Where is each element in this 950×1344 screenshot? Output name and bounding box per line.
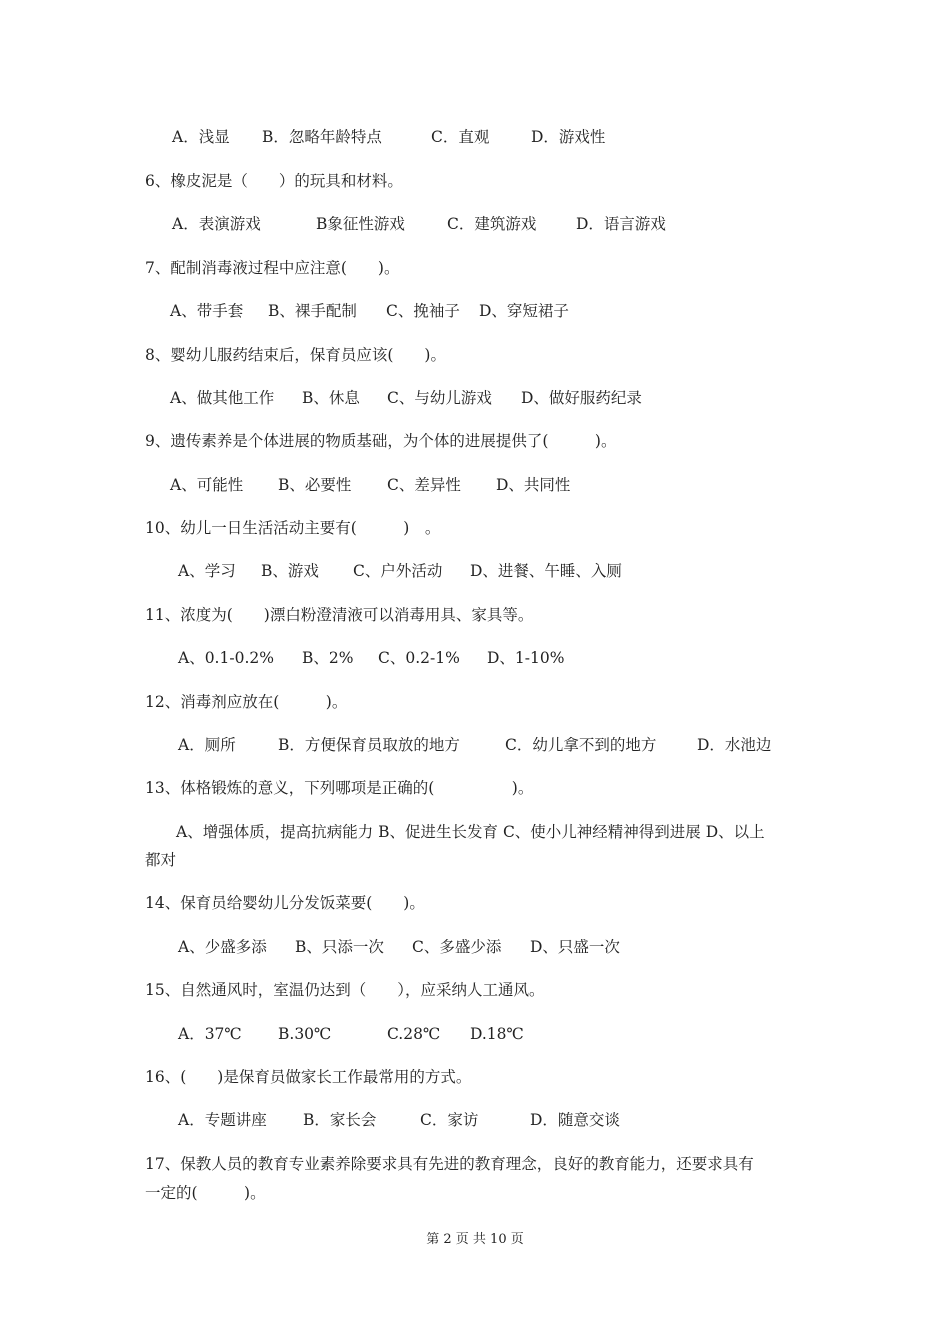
- question-8: 8、婴幼儿服药结束后，保育员应该( )。: [145, 346, 446, 364]
- option-b: B、休息: [302, 389, 360, 407]
- option-a: A．专题讲座: [178, 1111, 267, 1129]
- option-b: B、必要性: [278, 476, 352, 494]
- question-6: 6、橡皮泥是（ ）的玩具和材料。: [145, 172, 403, 190]
- option-a: A、0.1-0.2%: [178, 649, 274, 667]
- option-d: D．语言游戏: [576, 215, 666, 233]
- option-c: C、与幼儿游戏: [387, 389, 492, 407]
- option-a: A、可能性: [170, 476, 244, 494]
- question-13: 13、体格锻炼的意义，下列哪项是正确的( )。: [145, 779, 534, 797]
- option-d: D．水池边: [697, 736, 772, 754]
- option-d: D、1-10%: [487, 649, 565, 667]
- question-9: 9、遗传素养是个体进展的物质基础，为个体的进展提供了( )。: [145, 432, 617, 450]
- option-c: C．直观: [431, 128, 490, 146]
- option-c: C、多盛少添: [412, 938, 502, 956]
- option-c: C、0.2-1%: [378, 649, 460, 667]
- option-a: A．浅显: [172, 128, 230, 146]
- option-b: B．家长会: [303, 1111, 377, 1129]
- option-b: B、2%: [302, 649, 354, 667]
- option-c: C．建筑游戏: [447, 215, 537, 233]
- options-text-continued: 都对: [145, 851, 177, 869]
- question-14: 14、保育员给婴幼儿分发饭菜要( )。: [145, 894, 425, 912]
- option-b: B、游戏: [261, 562, 319, 580]
- option-d: D.18℃: [470, 1025, 524, 1043]
- option-c: C、户外活动: [353, 562, 443, 580]
- page-footer: 第 2 页 共 10 页: [426, 1232, 524, 1247]
- question-7: 7、配制消毒液过程中应注意( )。: [145, 259, 400, 277]
- option-d: D、穿短裙子: [479, 302, 569, 320]
- option-a: A、带手套: [170, 302, 244, 320]
- option-a: A．厕所: [178, 736, 236, 754]
- option-b: B．方便保育员取放的地方: [278, 736, 460, 754]
- option-b: B.30℃: [278, 1025, 332, 1043]
- option-d: D、只盛一次: [530, 938, 620, 956]
- option-a: A、少盛多添: [178, 938, 267, 956]
- option-b: B．忽略年龄特点: [262, 128, 382, 146]
- options-text: A、增强体质，提高抗病能力 B、促进生长发育 C、使小儿神经精神得到进展 D、以上: [176, 823, 765, 841]
- option-d: D、共同性: [496, 476, 571, 494]
- question-16: 16、( )是保育员做家长工作最常用的方式。: [145, 1068, 472, 1086]
- option-c: C．幼儿拿不到的地方: [505, 736, 657, 754]
- question-17: 17、保教人员的教育专业素养除要求具有先进的教育理念，良好的教育能力，还要求具有: [145, 1155, 754, 1173]
- option-b: B、只添一次: [295, 938, 384, 956]
- option-c: C、挽袖子: [386, 302, 460, 320]
- question-11: 11、浓度为( )漂白粉澄清液可以消毒用具、家具等。: [145, 606, 534, 624]
- option-b: B、裸手配制: [268, 302, 357, 320]
- option-b: B象征性游戏: [316, 215, 405, 233]
- option-c: C、差异性: [387, 476, 461, 494]
- question-10: 10、幼儿一日生活活动主要有( ) 。: [145, 519, 441, 537]
- question-15: 15、自然通风时，室温仍达到（ ），应采纳人工通风。: [145, 981, 545, 999]
- question-17-continued: 一定的( )。: [145, 1184, 266, 1202]
- option-d: D．游戏性: [531, 128, 606, 146]
- option-a: A、做其他工作: [170, 389, 275, 407]
- option-d: D、进餐、午睡、入厕: [470, 562, 622, 580]
- option-a: A．37℃: [178, 1025, 242, 1043]
- question-12: 12、消毒剂应放在( )。: [145, 693, 348, 711]
- option-a: A．表演游戏: [172, 215, 261, 233]
- option-c: C．家访: [420, 1111, 479, 1129]
- option-a: A、学习: [178, 562, 236, 580]
- option-d: D、做好服药纪录: [521, 389, 642, 407]
- option-d: D．随意交谈: [530, 1111, 620, 1129]
- option-c: C.28℃: [387, 1025, 441, 1043]
